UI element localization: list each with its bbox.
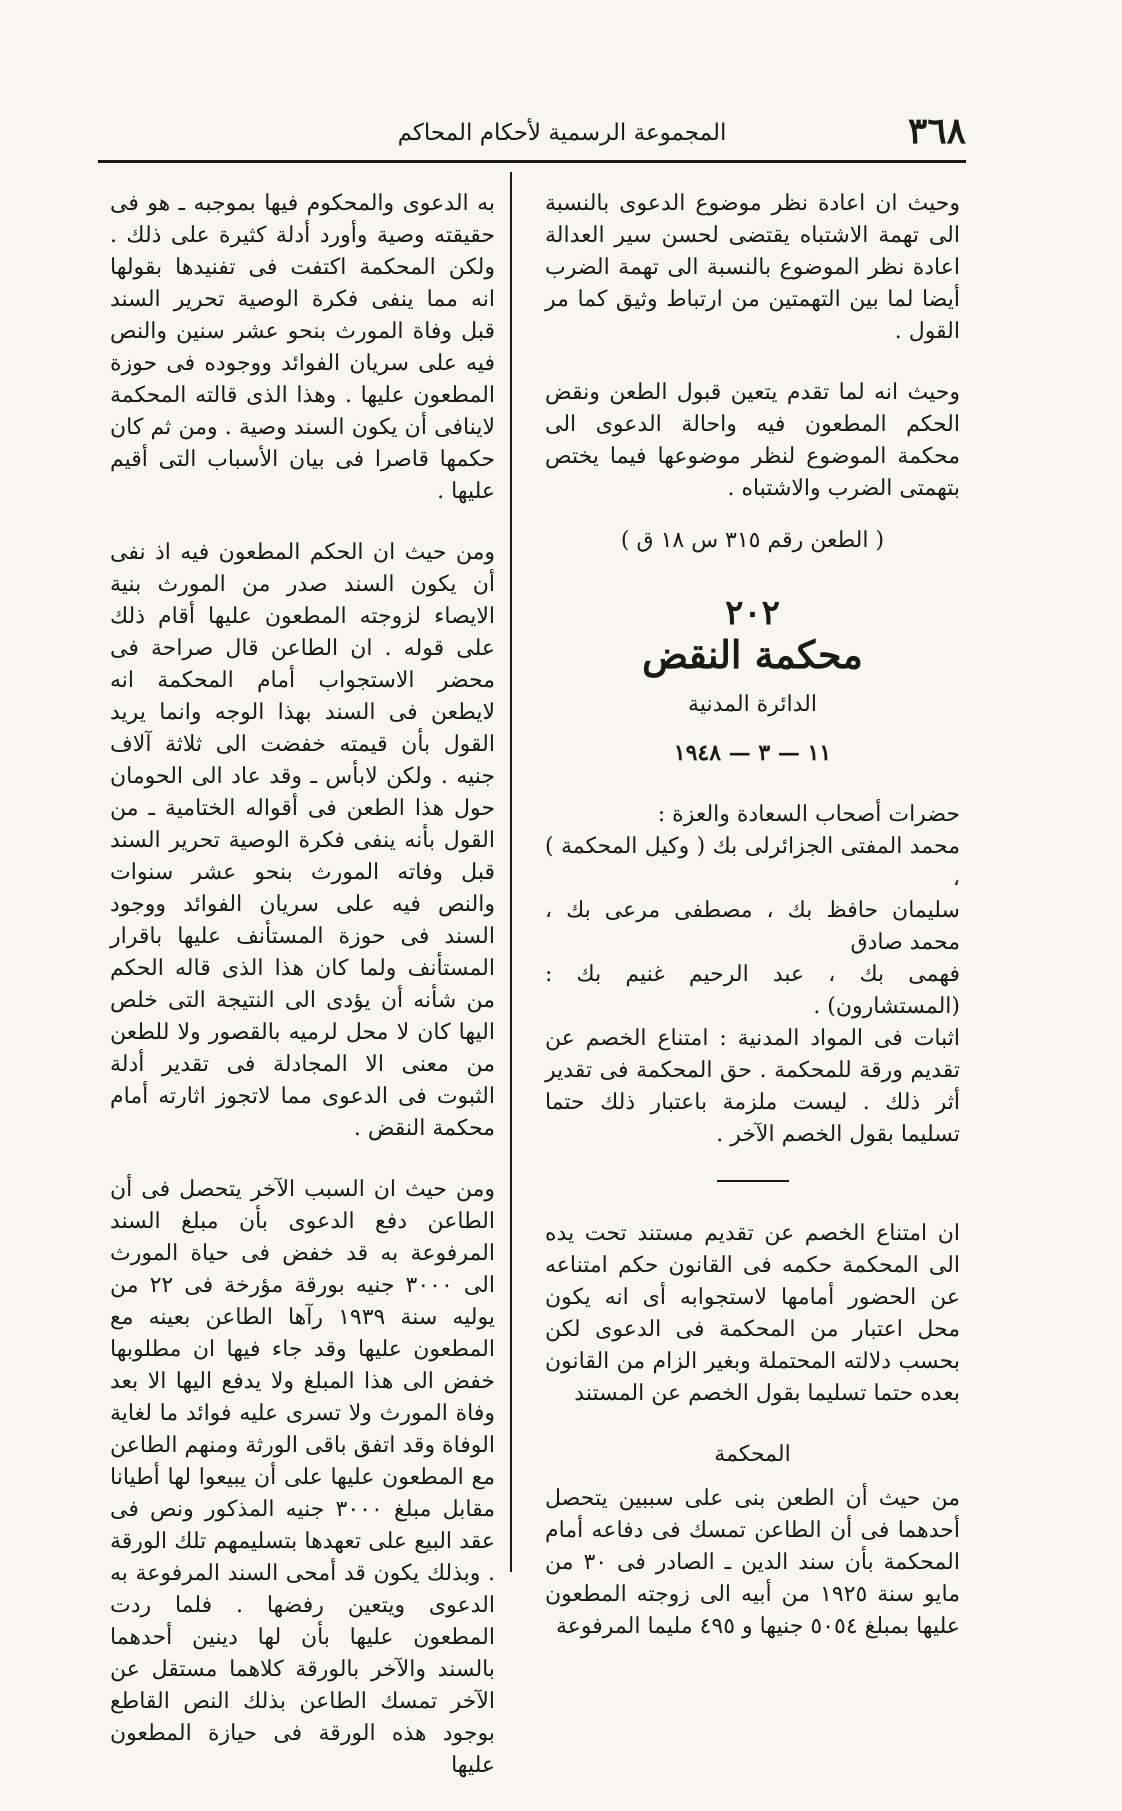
judgment-date: ١١ — ٣ — ١٩٤٨ — [673, 740, 832, 766]
paragraph: وحيث انه لما تقدم يتعين قبول الطعن ونقض الحكم المطعون فيه واحالة الدعوى الى محكمة الموضوع لنظر موضوعها فيما يختص بتهمتى الضرب والاشتباه . — [545, 380, 960, 501]
column-divider — [510, 172, 512, 1572]
headnote-summary: اثبات فى المواد المدنية : امتناع الخصم عن تقديم ورقة للمحكمة . حق المحكمة فى تقدير أثر ذلك . ليست ملزمة باعتبار ذلك حتما تسليما بقول الخصم الآخر . — [545, 1026, 960, 1147]
bench-heading: حضرات أصحاب السعادة والعزة : — [657, 802, 960, 827]
court-circuit: الدائرة المدنية — [688, 692, 817, 717]
legal-principle: ان امتناع الخصم عن تقديم مستند تحت يده الى المحكمة حكمه فى القانون حكم امتناعه عن الحضور أمامها لاستجوابه أى انه يكون محل اعتبار من المحكمة فى الدعوى لكن بحسب دلالته المحتملة وبغير الزام من القانون بعده حتما تسليما بقول الخصم عن المستند — [545, 1221, 960, 1406]
page-number: ٣٦٨ — [907, 110, 966, 152]
separator-rule — [717, 1180, 789, 1182]
paragraph: ومن حيث ان السبب الآخر يتحصل فى أن الطاعن دفع الدعوى بأن مبلغ السند المرفوعة به قد خفض فى حياة المورث الى ٣٠٠٠ جنيه بورقة مؤرخة فى ٢٢ من يوليه سنة ١٩٣٩ رآها الطاعن بعينه مع المطعون عليها وقد جاء فيها ان مطلوبها خفض الى هذا المبلغ ولا يدفع اليها الا بعد وفاة المورث ولا تسرى عليه فوائد ما لغاية الوفاة وقد اتفق باقى الورثة ومنهم الطاعن مع المطعون عليها على أن يبيعوا لها أطيانا مقابل مبلغ ٣٠٠٠ جنيه المذكور ونص فى عقد البيع على تعهدها بتسليمهم تلك الورقة . وبذلك يكون قد أمحى السند المرفوعة به الدعوى ويتعين رفضها . فلما ردت المطعون عليها بأن لها دينين أحدهما بالسند والآخر بالورقة كلاهما مستقل عن الآخر تمسك الطاعن بذلك النص القاطع بوجود هذه الورقة فى حيازة المطعون عليها — [110, 1177, 495, 1778]
bench-line: محمد المفتى الجزائرلى بك ( وكيل المحكمة ) ، — [545, 834, 960, 891]
bench-composition — [545, 799, 960, 1023]
bench-line: فهمى بك ، عبد الرحيم غنيم بك : (المستشارون) . — [545, 962, 960, 1019]
case-number: ٢٠٢ — [725, 593, 780, 633]
running-title: المجموعة الرسمية لأحكام المحاكم — [397, 120, 727, 146]
paragraph: من حيث أن الطعن بنى على سببين يتحصل أحدهما فى أن الطاعن تمسك فى دفاعه أمام المحكمة بأن سند الدين ـ الصادر فى ٣٠ من مايو سنة ١٩٢٥ من أبيه الى زوجته المطعون عليها بمبلغ ٥٠٥٤ جنيها و ٤٩٥ مليما المرفوعة — [545, 1486, 960, 1639]
bench-line: سليمان حافظ بك ، مصطفى مرعى بك ، محمد صادق — [545, 898, 960, 955]
court-heading: المحكمة — [714, 1442, 791, 1467]
left-column — [110, 188, 495, 1811]
paragraph: ومن حيث ان الحكم المطعون فيه اذ نفى أن يكون السند صدر من المورث بنية الايصاء لزوجته المطعون عليها أقام ذلك على قوله . ان الطاعن قال صراحة فى محضر الاستجواب أمام المحكمة انه لايطعن فى السند بهذا الوجه وانما يريد القول بأن قيمته خفضت الى ثلاثة آلاف جنيه . ولكن لابأس ـ وقد عاد الى الحومان حول هذا الطعن فى أقواله الختامية ـ من القول بأنه ينفى فكرة الوصية تحرير السند قبل وفاته المورث بنحو عشر سنوات والنص فيه على سريان الفوائد ووجود السند فى حوزة المستأنف عليها باقرار المستأنف ولما كان هذا الذى قاله الحكم من شأنه أن يؤدى الى النتيجة التى خلص اليها كان لا محل لرميه بالقصور ولا للطعن من معنى الا المجادلة فى تقدير أدلة الثبوت فى الدعوى مما لاتجوز اثارته أمام محكمة النقض . — [110, 540, 495, 1141]
paragraph: وحيث ان اعادة نظر موضوع الدعوى بالنسبة الى تهمة الاشتباه يقتضى لحسن سير العدالة اعادة نظر الموضوع بالنسبة الى تهمة الضرب أيضا لما بين التهمتين من ارتباط وثيق كما مر القول . — [545, 191, 960, 344]
court-name: محكمة النقض — [642, 632, 863, 677]
right-column — [545, 188, 960, 1672]
appeal-reference: ( الطعن رقم ٣١٥ س ١٨ ق ) — [620, 528, 885, 553]
paragraph: به الدعوى والمحكوم فيها بموجبه ـ هو فى حقيقته وصية وأورد أدلة كثيرة على ذلك . ولكن المحكمة اكتفت فى تفنيدها بقولها انه مما ينفى فكرة الوصية تحرير السند قبل وفاة المورث بنحو عشر سنين والنص فيه على سريان الفوائد ووجوده فى حوزة المطعون عليها . وهذا الذى قالته المحكمة لاينافى أن يكون السند وصية . ومن ثم كان حكمها قاصرا فى بيان الأسباب التى أقيم عليها . — [110, 191, 495, 504]
page-header — [98, 108, 966, 163]
